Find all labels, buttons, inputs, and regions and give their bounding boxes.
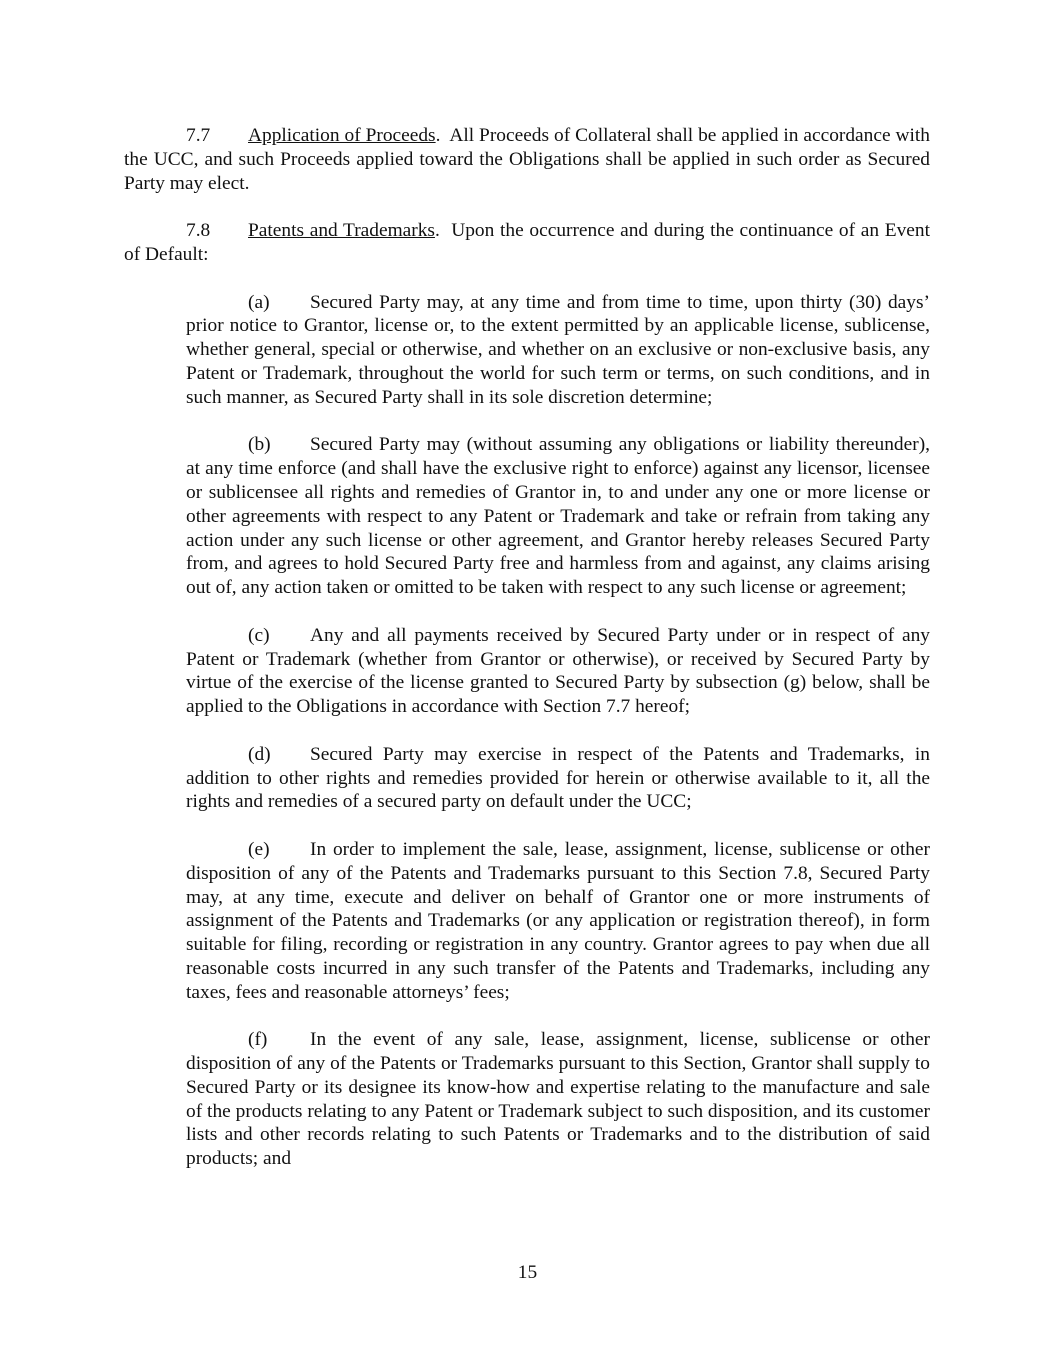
subsection-d: [186, 743, 930, 814]
subsection-label: (d): [248, 743, 271, 765]
subsection-text: In order to implement the sale, lease, assignment, license, sublicense or other disposition of any of the Patents and Trademarks pursuant to this Section 7.8, Secured Party may, at any time, execute and deliver on behalf of Grantor one or more instruments of assignment of the Patents and Trademarks (or any application or registration thereof), in form suitable for filing, recording or registration in any country. Grantor agrees to pay when due all reasonable costs incurred in any such transfer of the Patents and Trademarks, including any taxes, fees and reasonable attorneys’ fees;: [186, 838, 930, 1003]
subsection-label: (b): [248, 434, 271, 456]
section-text: All Proceeds of Collateral shall be applied in accordance with the UCC, and such Proceeds applied toward the Obligations shall be applied in such order as Secured Party may elect.: [124, 125, 931, 194]
subsection-f: [186, 1028, 930, 1171]
subsection-label: (c): [248, 624, 270, 646]
subsection-label: (e): [248, 838, 270, 860]
section-text: Upon the occurrence and during the continuance of an Event of Default:: [124, 220, 930, 265]
subsection-text: Secured Party may exercise in respect of the Patents and Trademarks, in addition to other rights and remedies provided for herein or otherwise available to it, all the rights and remedies of a secured party on default under the UCC;: [186, 743, 930, 813]
document-page: [124, 124, 930, 1195]
subsection-text: Secured Party may, at any time and from time to time, upon thirty (30) days’ prior notice to Grantor, license or, to the extent permitted by an applicable license, sublicense, whether general, special or otherwise, and whether on an exclusive or non-exclusive basis, any Patent or Trademark, throughout the world for such term or terms, on such conditions, and in such manner, as Secured Party shall in its sole discretion determine;: [186, 291, 930, 408]
section-heading-trail: .: [434, 220, 440, 242]
subsection-b: [186, 433, 930, 600]
subsection-label: (a): [248, 291, 270, 313]
section-7-7: [124, 124, 930, 195]
section-number: 7.7: [186, 125, 211, 146]
subsection-c: [186, 624, 930, 719]
section-heading: Application of Proceeds: [248, 125, 436, 146]
section-7-8: [124, 219, 930, 267]
section-number: 7.8: [186, 220, 211, 242]
section-heading-trail: .: [435, 125, 441, 146]
subsection-e: [186, 838, 930, 1005]
subsection-text: In the event of any sale, lease, assignment, license, sublicense or other disposition of any of the Patents or Trademarks pursuant to this Section, Grantor shall supply to Secured Party or its designee its know-how and expertise relating to the manufacture and sale of the products relating to any Patent or Trademark subject to such disposition, and its customer lists and other records relating to such Patents or Trademarks and to the distribution of said products; and: [186, 1029, 930, 1170]
subsection-text: Any and all payments received by Secured Party under or in respect of any Patent or Trademark (whether from Grantor or otherwise), or received by Secured Party by virtue of the exercise of the license granted to Secured Party by subsection (g) below, shall be applied to the Obligations in accordance with Section 7.7 hereof;: [186, 624, 930, 718]
subsection-text: Secured Party may (without assuming any obligations or liability thereunder), at any time enforce (and shall have the exclusive right to enforce) against any licensor, licensee or sublicensee all rights and remedies of Grantor in, to and under any one or more license or other agreements with respect to any Patent or Trademark and take or refrain from taking any action under any such license or other agreement, and Grantor hereby releases Secured Party from, and agrees to hold Secured Party free and harmless from and against, any claims arising out of, any action taken or omitted to be taken with respect to any such license or agreement;: [186, 434, 930, 599]
subsection-a: [186, 291, 930, 410]
subsection-label: (f): [248, 1029, 268, 1051]
section-heading: Patents and Trademarks: [248, 220, 435, 242]
page-number: 15: [517, 1262, 538, 1283]
